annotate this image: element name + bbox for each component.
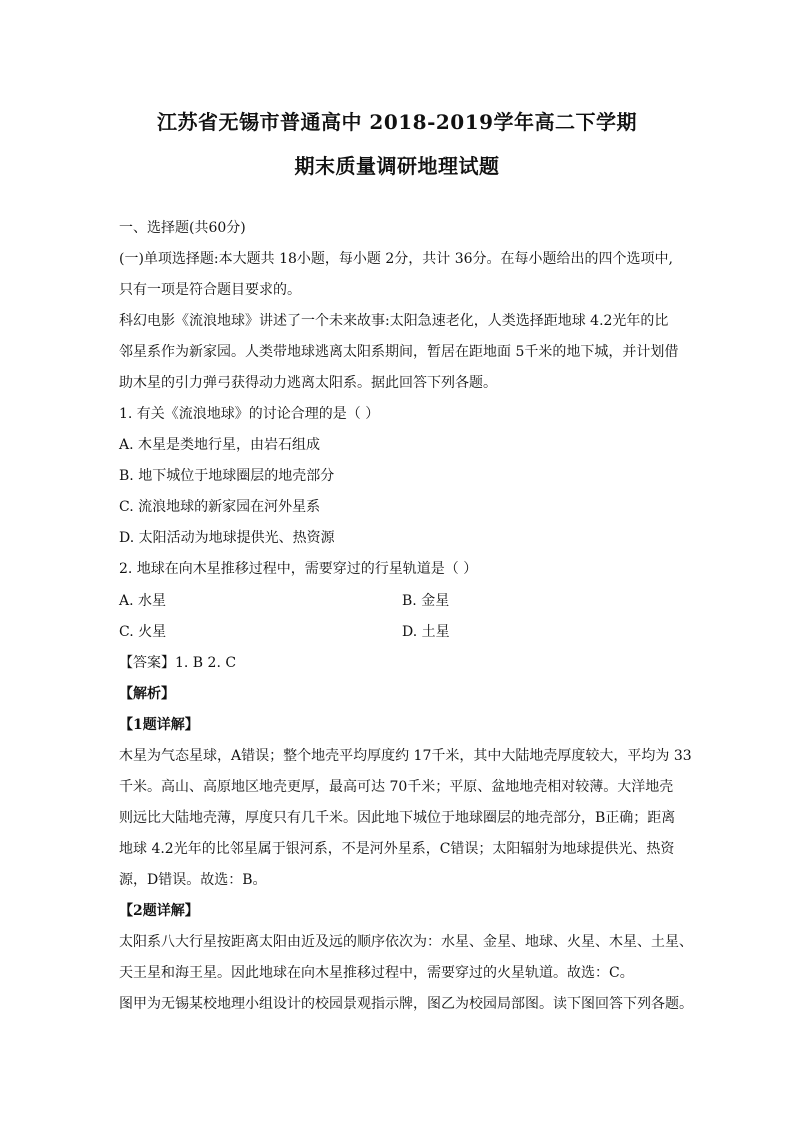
document-title-line2: 期末质量调研地理试题 bbox=[294, 154, 500, 178]
document-title-line1: 江苏省无锡市普通高中 2018-2019学年高二下学期 bbox=[156, 110, 638, 134]
answer-line: 【答案】1. B 2. C bbox=[119, 655, 237, 671]
question-1-option-a: A. 木星是类地行星，由岩石组成 bbox=[119, 437, 321, 453]
detail-1-line: 地球 4.2光年的比邻星属于银河系，不是河外星系，C错误；太阳辐射为地球提供光、热资 bbox=[119, 841, 675, 857]
analysis-heading: 【解析】 bbox=[119, 686, 175, 702]
passage-2-line: 图甲为无锡某校地理小组设计的校园景观指示牌，图乙为校园局部图。读下图回答下列各题。 bbox=[119, 996, 693, 1012]
question-1-stem: 1. 有关《流浪地球》的讨论合理的是（ ） bbox=[119, 406, 380, 422]
detail-2-line: 太阳系八大行星按距离太阳由近及远的顺序依次为：水星、金星、地球、火星、木星、土星、 bbox=[119, 934, 693, 950]
instructions-line: 只有一项是符合题目要求的。 bbox=[119, 282, 301, 298]
section-heading: 一、选择题(共60分) bbox=[119, 220, 246, 236]
passage-line: 邻星系作为新家园。人类带地球逃离太阳系期间，暂居在距地面 5千米的地下城，并计划借 bbox=[119, 344, 679, 360]
instructions-line: (一)单项选择题:本大题共 18小题，每小题 2分，共计 36分。在每小题给出的四个选项中, bbox=[119, 251, 673, 267]
question-1-option-d: D. 太阳活动为地球提供光、热资源 bbox=[119, 530, 335, 546]
question-2-option-a: A. 水星 bbox=[119, 593, 167, 609]
detail-1-heading: 【1题详解】 bbox=[119, 717, 199, 733]
passage-line: 助木星的引力弹弓获得动力逃离太阳系。据此回答下列各题。 bbox=[119, 375, 497, 391]
detail-1-line: 源，D错误。故选：B。 bbox=[119, 872, 267, 888]
detail-2-line: 天王星和海王星。因此地球在向木星推移过程中，需要穿过的火星轨道。故选：C。 bbox=[119, 965, 634, 981]
question-2-option-c: C. 火星 bbox=[119, 624, 167, 640]
detail-1-line: 木星为气态星球，A错误；整个地壳平均厚度约 17千米，其中大陆地壳厚度较大，平均为 33 bbox=[119, 748, 692, 764]
passage-line: 科幻电影《流浪地球》讲述了一个未来故事:太阳急速老化，人类选择距地球 4.2光年的比 bbox=[119, 313, 669, 329]
detail-2-heading: 【2题详解】 bbox=[119, 903, 199, 919]
detail-1-line: 则远比大陆地壳薄，厚度只有几千米。因此地下城位于地球圈层的地壳部分，B正确；距离 bbox=[119, 810, 676, 826]
question-1-option-c: C. 流浪地球的新家园在河外星系 bbox=[119, 499, 321, 515]
question-2-stem: 2. 地球在向木星推移过程中，需要穿过的行星轨道是（ ） bbox=[119, 561, 478, 577]
detail-1-line: 千米。高山、高原地区地壳更厚，最高可达 70千米；平原、盆地地壳相对较薄。大洋地壳 bbox=[119, 779, 674, 795]
question-2-option-d: D. 土星 bbox=[402, 624, 450, 640]
question-1-option-b: B. 地下城位于地球圈层的地壳部分 bbox=[119, 468, 335, 484]
question-2-option-b: B. 金星 bbox=[402, 593, 450, 609]
